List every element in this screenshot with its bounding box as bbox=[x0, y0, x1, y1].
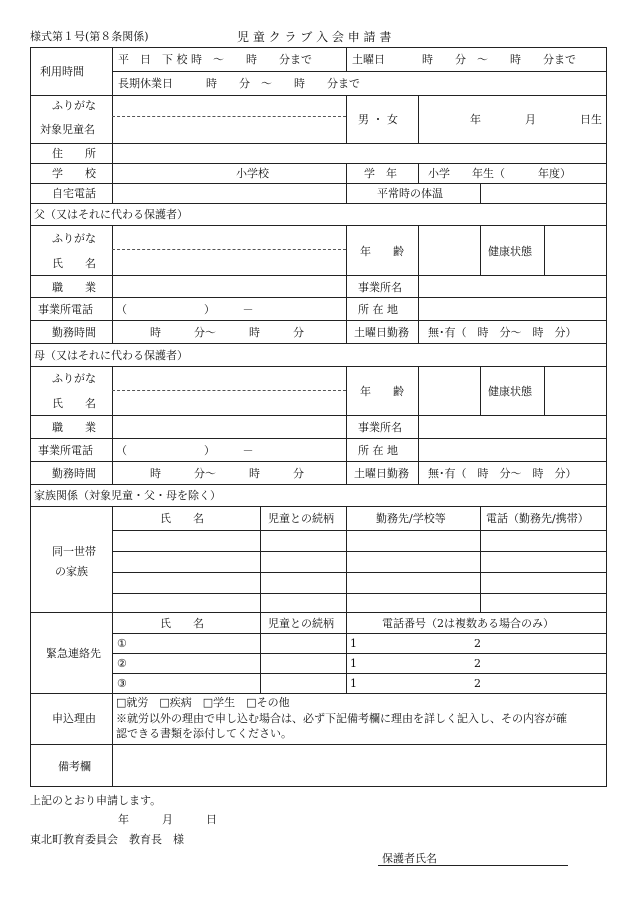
guardian-name-label: 保護者氏名 bbox=[382, 852, 437, 865]
father-office-phone-label: 事業所電話 bbox=[38, 303, 93, 316]
form-number: 様式第１号(第８条関係) bbox=[30, 30, 149, 43]
mother-saturday-field[interactable]: 無･有（ 時 分～ 時 分） bbox=[428, 467, 577, 480]
sex-selector[interactable]: 男 ・ 女 bbox=[358, 113, 398, 126]
body-temp-field[interactable] bbox=[484, 186, 602, 201]
emergency-col-relation: 児童との続柄 bbox=[268, 617, 334, 630]
father-age-field[interactable] bbox=[422, 230, 476, 270]
father-age-label: 年 齢 bbox=[360, 245, 404, 258]
mother-name-field[interactable] bbox=[118, 394, 342, 411]
mother-hours-field[interactable]: 時 分～ 時 分 bbox=[150, 467, 304, 480]
father-job-label: 職 業 bbox=[52, 281, 96, 294]
emergency-col-name: 氏 名 bbox=[160, 617, 204, 630]
child-name-field[interactable] bbox=[118, 122, 342, 138]
father-hours-field[interactable]: 時 分～ 時 分 bbox=[150, 326, 304, 339]
father-name-label: 氏 名 bbox=[52, 257, 96, 270]
child-furigana-field[interactable] bbox=[118, 100, 342, 112]
father-furigana-field[interactable] bbox=[118, 230, 342, 245]
birthdate-field[interactable]: 年 月 日生 bbox=[470, 113, 602, 126]
father-location-label: 所 在 地 bbox=[358, 303, 398, 316]
mother-age-field[interactable] bbox=[422, 370, 476, 410]
guardian-signature-line[interactable] bbox=[378, 865, 568, 866]
father-office-phone-field[interactable]: （ ） － bbox=[116, 303, 254, 316]
family-col-name: 氏 名 bbox=[160, 512, 204, 525]
mother-job-field[interactable] bbox=[118, 419, 342, 434]
emergency-row-1-marker: ① bbox=[117, 637, 127, 650]
household-label-line2: の家族 bbox=[55, 565, 88, 578]
saturday-time-field[interactable]: 時 分 ～ 時 分まで bbox=[422, 53, 576, 66]
school-field[interactable]: 小学校 bbox=[236, 167, 269, 180]
application-date-field[interactable]: 年 月 日 bbox=[118, 813, 217, 826]
household-label-line1: 同一世帯 bbox=[52, 545, 96, 558]
usage-time-label: 利用時間 bbox=[40, 65, 84, 78]
mother-furigana-label: ふりがな bbox=[52, 372, 96, 385]
mother-furigana-field[interactable] bbox=[118, 370, 342, 386]
application-reason-label: 申込理由 bbox=[52, 712, 96, 725]
body-temp-label: 平常時の体温 bbox=[377, 187, 443, 200]
family-row[interactable] bbox=[114, 532, 602, 549]
reason-checkboxes[interactable]: □就労 □疾病 □学生 □その他 bbox=[116, 696, 290, 709]
emergency-phone-2-row1[interactable]: 2 bbox=[474, 637, 481, 650]
father-office-field[interactable] bbox=[422, 279, 602, 294]
mother-age-label: 年 齢 bbox=[360, 385, 404, 398]
father-saturday-field[interactable]: 無･有（ 時 分～ 時 分） bbox=[428, 326, 577, 339]
mother-office-label: 事業所名 bbox=[358, 421, 402, 434]
mother-job-label: 職 業 bbox=[52, 421, 96, 434]
remarks-field[interactable] bbox=[116, 748, 602, 783]
father-location-field[interactable] bbox=[422, 301, 602, 316]
father-office-label: 事業所名 bbox=[358, 281, 402, 294]
father-job-field[interactable] bbox=[118, 279, 342, 294]
mother-health-field[interactable] bbox=[548, 370, 602, 410]
family-col-relation: 児童との続柄 bbox=[268, 512, 334, 525]
emergency-row-3-marker: ③ bbox=[117, 677, 127, 690]
father-health-label: 健康状態 bbox=[488, 245, 532, 258]
mother-furigana-divider bbox=[112, 390, 346, 391]
grade-field[interactable]: 小学 年生（ 年度） bbox=[428, 167, 571, 180]
mother-office-phone-field[interactable]: （ ） － bbox=[116, 444, 254, 457]
home-phone-label: 自宅電話 bbox=[52, 187, 96, 200]
reason-note-line2: 認できる書類を添付してください。 bbox=[116, 727, 292, 740]
long-break-time-field[interactable]: 長期休業日 時 分 ～ 時 分まで bbox=[118, 77, 360, 90]
family-col-workplace: 勤務先/学校等 bbox=[376, 512, 446, 525]
child-furigana-divider bbox=[112, 116, 346, 117]
form-title: 児 童 ク ラ ブ 入 会 申 請 書 bbox=[237, 30, 392, 44]
emergency-phone-1-row2[interactable]: 1 bbox=[350, 657, 357, 670]
weekday-time-field[interactable]: 平 日 下 校 時 ～ 時 分まで bbox=[118, 53, 312, 66]
family-row[interactable] bbox=[114, 553, 602, 570]
father-saturday-label: 土曜日勤務 bbox=[354, 326, 409, 339]
mother-hours-label: 勤務時間 bbox=[52, 467, 96, 480]
emergency-phone-1-row1[interactable]: 1 bbox=[350, 637, 357, 650]
address-label: 住 所 bbox=[52, 147, 96, 160]
emergency-col-phone: 電話番号（2は複数ある場合のみ） bbox=[382, 617, 554, 630]
father-name-field[interactable] bbox=[118, 254, 342, 271]
emergency-contact-label: 緊急連絡先 bbox=[46, 647, 101, 660]
mother-section-heading: 母（又はそれに代わる保護者） bbox=[34, 349, 188, 362]
school-label: 学 校 bbox=[52, 167, 96, 180]
father-furigana-divider bbox=[112, 249, 346, 250]
family-row[interactable] bbox=[114, 574, 602, 591]
family-row[interactable] bbox=[114, 595, 602, 610]
emergency-phone-1-row3[interactable]: 1 bbox=[350, 677, 357, 690]
home-phone-field[interactable] bbox=[118, 186, 342, 201]
reason-note-line1: ※就労以外の理由で申し込む場合は、必ず下記備考欄に理由を詳しく記入し、その内容が確 bbox=[116, 712, 567, 725]
child-name-label: 対象児童名 bbox=[40, 123, 95, 136]
emergency-phone-2-row3[interactable]: 2 bbox=[474, 677, 481, 690]
mother-name-label: 氏 名 bbox=[52, 397, 96, 410]
application-statement: 上記のとおり申請します。 bbox=[30, 794, 162, 807]
mother-saturday-label: 土曜日勤務 bbox=[354, 467, 409, 480]
address-field[interactable] bbox=[118, 146, 602, 161]
remarks-label: 備考欄 bbox=[58, 760, 91, 773]
mother-office-phone-label: 事業所電話 bbox=[38, 444, 93, 457]
mother-office-field[interactable] bbox=[422, 419, 602, 434]
father-furigana-label: ふりがな bbox=[52, 232, 96, 245]
addressee: 東北町教育委員会 教育長 様 bbox=[30, 833, 184, 846]
emergency-phone-2-row2[interactable]: 2 bbox=[474, 657, 481, 670]
saturday-label: 土曜日 bbox=[352, 53, 385, 66]
father-hours-label: 勤務時間 bbox=[52, 326, 96, 339]
father-section-heading: 父（又はそれに代わる保護者） bbox=[34, 208, 188, 221]
family-col-phone: 電話（勤務先/携帯） bbox=[486, 512, 589, 525]
child-furigana-label: ふりがな bbox=[52, 99, 96, 112]
mother-location-label: 所 在 地 bbox=[358, 444, 398, 457]
father-health-field[interactable] bbox=[548, 230, 602, 270]
mother-health-label: 健康状態 bbox=[488, 385, 532, 398]
family-section-heading: 家族関係（対象児童・父・母を除く） bbox=[34, 489, 221, 502]
mother-location-field[interactable] bbox=[422, 442, 602, 457]
grade-label: 学 年 bbox=[364, 167, 397, 180]
emergency-row-2-marker: ② bbox=[117, 657, 127, 670]
